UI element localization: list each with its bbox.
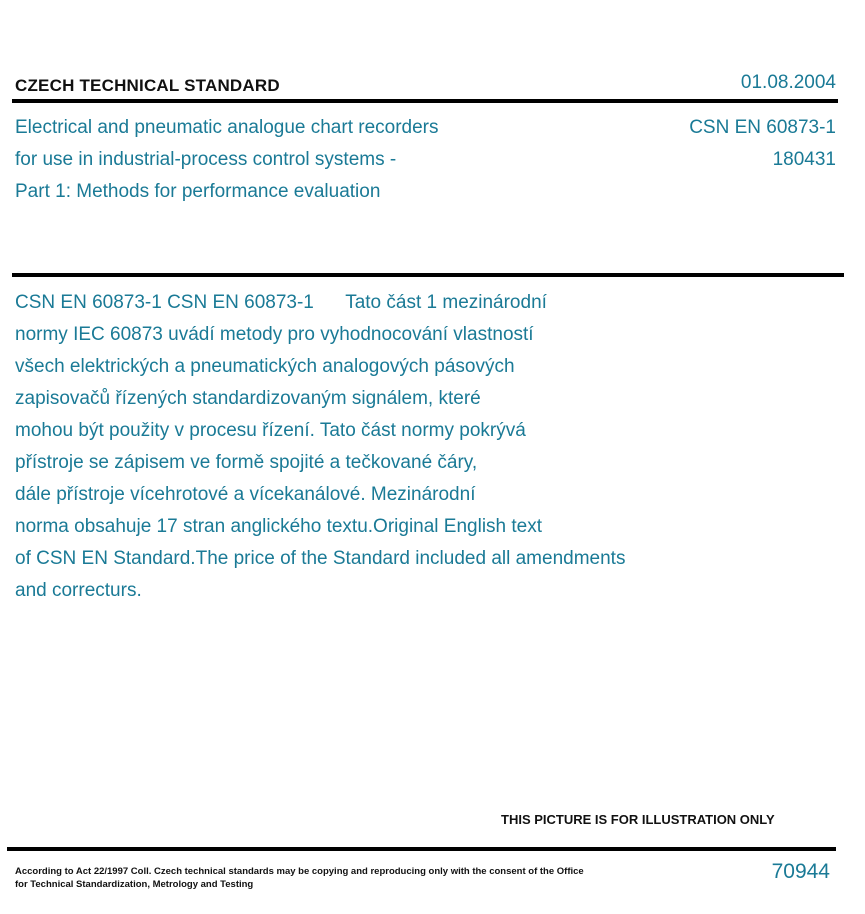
illustration-notice: THIS PICTURE IS FOR ILLUSTRATION ONLY	[501, 812, 775, 827]
body-line-10: and correcturs.	[15, 580, 142, 601]
header-divider	[12, 99, 838, 103]
footer-note-line-1: According to Act 22/1997 Coll. Czech technical standards may be copying and reproducing only with the consent of the Office	[15, 866, 584, 877]
body-line-9: of CSN EN Standard.The price of the Standard included all amendments	[15, 548, 626, 569]
body-line-4: zapisovačů řízených standardizovaným signálem, které	[15, 388, 481, 409]
catalog-number: 180431	[772, 149, 836, 170]
body-line-1: CSN EN 60873-1 CSN EN 60873-1 Tato část 1 mezinárodní	[15, 292, 547, 313]
body-line-5: mohou být použity v procesu řízení. Tato část normy pokrývá	[15, 420, 526, 441]
title-line-1: Electrical and pneumatic analogue chart recorders	[15, 117, 439, 138]
body-line-3: všech elektrických a pneumatických analogových pásových	[15, 356, 515, 377]
title-line-2: for use in industrial-process control systems -	[15, 149, 397, 170]
issue-date: 01.08.2004	[740, 72, 836, 93]
body-line-8: norma obsahuje 17 stran anglického textu.Original English text	[15, 516, 543, 537]
footer-divider	[7, 847, 836, 851]
title-divider	[12, 273, 844, 277]
document-type-label: CZECH TECHNICAL STANDARD	[15, 76, 280, 95]
body-line-6: přístroje se zápisem ve formě spojité a tečkované čáry,	[15, 452, 478, 473]
standard-code: CSN EN 60873-1	[689, 117, 836, 138]
footer-legal-note	[15, 865, 595, 891]
body-line-2: normy IEC 60873 uvádí metody pro vyhodnocování vlastností	[15, 324, 534, 345]
body-line-7: dále přístroje vícehrotové a vícekanálové. Mezinárodní	[15, 484, 476, 505]
footer-document-number: 70944	[771, 860, 830, 883]
footer-note-line-2: for Technical Standardization, Metrology and Testing	[15, 879, 254, 890]
title-line-3: Part 1: Methods for performance evaluation	[15, 181, 381, 202]
